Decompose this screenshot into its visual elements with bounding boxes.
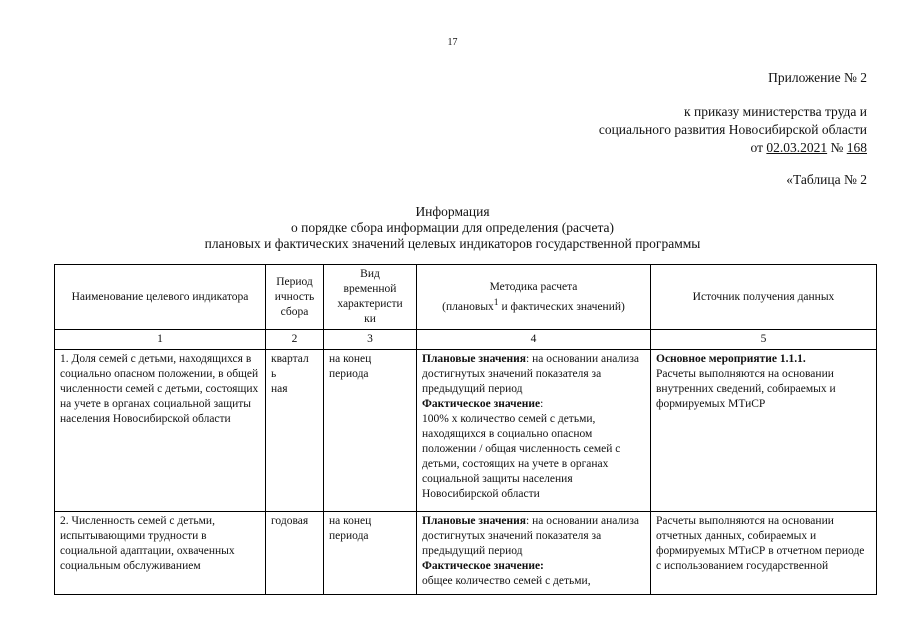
calculation-method: Плановые значения: на основании анализа достигнутых значений показателя за предыдущий период Фактическое значение: общее количество семей с детьми, (417, 512, 651, 595)
title-line-3: плановых и фактических значений целевых индикаторов государственной программы (204, 236, 701, 251)
title-line-2: о порядке сбора информации для определения (расчета) (290, 220, 615, 235)
column-number: 5 (651, 330, 877, 350)
header-method: Методика расчета (плановых$^1$ и фактических значений) (417, 265, 651, 330)
table-header-row (55, 265, 877, 330)
indicator-name: 1. Доля семей с детьми, находящихся в социально опасном положении, в общей численности семей с детьми, состоящих на учете в органах социальной защиты населения Новосибирской области (55, 350, 266, 512)
order-number: 168 (846, 140, 867, 155)
indicator-table (54, 264, 877, 595)
order-date-line (599, 139, 867, 157)
header-indicator-name: Наименование целевого индикатора (55, 265, 266, 330)
document-title (0, 204, 905, 252)
time-type: на конец периода (324, 350, 417, 512)
table-label: «Таблица № 2 (786, 172, 867, 187)
table-row (55, 512, 877, 595)
order-reference (599, 103, 867, 157)
order-number-sign: № (827, 140, 847, 155)
periodicity: годовая (266, 512, 324, 595)
header-periodicity: Период ичность сбора (266, 265, 324, 330)
calculation-method: Плановые значения: на основании анализа достигнутых значений показателя за предыдущий период Фактическое значение: 100% х количество семей с детьми, находящихся в социально опасном положении / общая численность семей с детьми, состоящих на учете в органах социальной защиты населения Новосибирской области (417, 350, 651, 512)
column-number: 1 (55, 330, 266, 350)
order-date: 02.03.2021 (766, 140, 828, 155)
table-row (55, 350, 877, 512)
indicator-name: 2. Численность семей с детьми, испытывающими трудности в социальной адаптации, охваченных социальным обслуживанием (55, 512, 266, 595)
title-line-1: Информация (415, 204, 490, 219)
data-source: Основное мероприятие 1.1.1. Расчеты выполняются на основании внутренних сведений, собираемых и формируемых МТиСР (651, 350, 877, 512)
annex-title: Приложение № 2 (768, 70, 867, 85)
order-date-prefix: от (750, 140, 767, 155)
column-number: 3 (324, 330, 417, 350)
footnote-mark: 1 (493, 296, 499, 308)
column-number: 4 (417, 330, 651, 350)
header-time-type: Вид временной характеристи ки (324, 265, 417, 330)
order-line-2: социального развития Новосибирской области (598, 122, 867, 137)
time-type: на конец периода (324, 512, 417, 595)
periodicity: квартал ь ная (266, 350, 324, 512)
header-data-source: Источник получения данных (651, 265, 877, 330)
column-number-row (55, 330, 877, 350)
order-line-1: к приказу министерства труда и (684, 104, 867, 119)
data-source: Расчеты выполняются на основании отчетных данных, собираемых и формируемых МТиСР в отчетном периоде с использованием государственной (651, 512, 877, 595)
column-number: 2 (266, 330, 324, 350)
page-number: 17 (447, 37, 458, 48)
